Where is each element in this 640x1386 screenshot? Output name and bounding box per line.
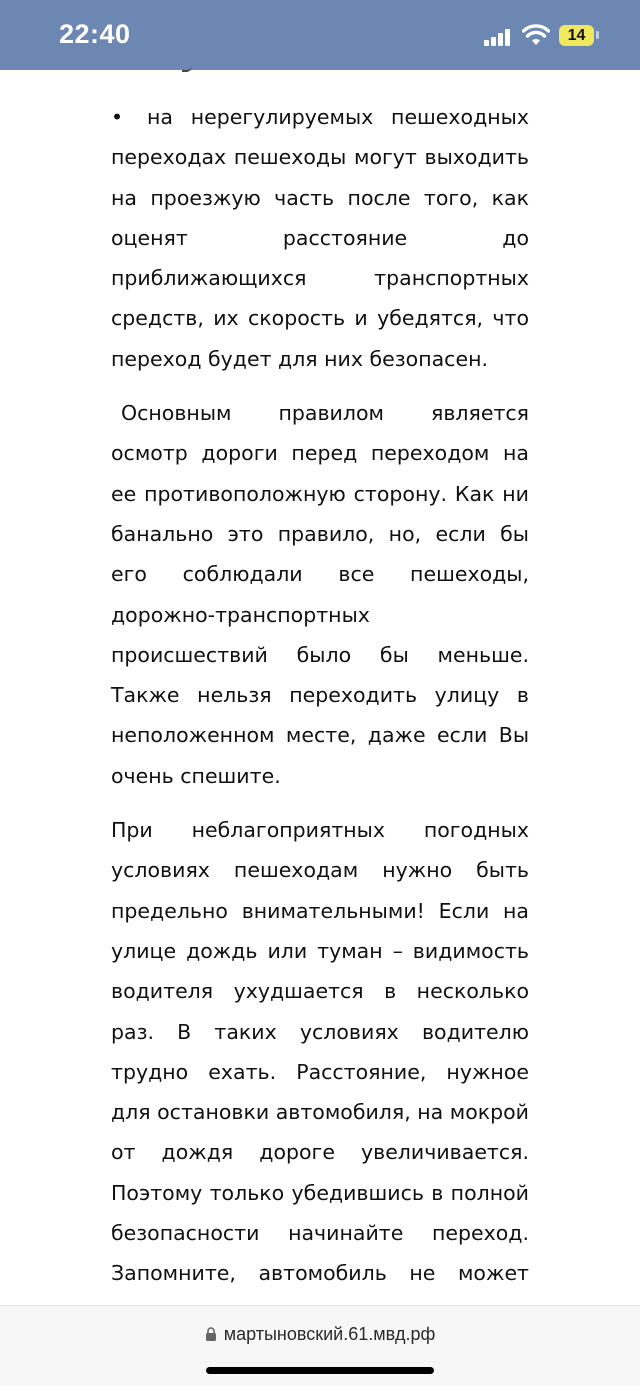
browser-bottom-bar — [0, 1305, 640, 1386]
cut-off-text-fragment — [182, 62, 192, 72]
paragraph-weather: При неблагоприятных погодных условиях пешеходам нужно быть предельно внимательными! Если на улице дождь или туман – видимость водителя ухудшается в несколько раз. В таких условиях водителю трудно ехать. Расстояние, нужное для остановки автомобиля, на мокрой от дождя дороге увеличивается. Поэтому только убедившись в полной безопасности начинайте переход. Запомните, автомобиль не может — [111, 818, 530, 1286]
wifi-icon — [522, 24, 550, 46]
bullet-symbol: • — [111, 105, 124, 129]
bullet-paragraph — [111, 97, 529, 379]
status-bar — [0, 0, 640, 70]
article-body — [111, 97, 529, 1334]
address-bar[interactable] — [0, 1324, 640, 1345]
lock-icon — [205, 1327, 217, 1341]
signal-icon — [484, 29, 510, 46]
bullet-paragraph-text: на нерегулируемых пешеходных переходах пешеходы могут выходить на проезжую часть после того, как оценят расстояние до приближающихся транспортных средств, их скорость и убедятся, что переход будет для них безопасен. — [111, 105, 529, 371]
home-indicator[interactable] — [206, 1367, 434, 1374]
paragraph-main-rule: Основным правилом является осмотр дороги перед переходом на ее противоположную сторону. Как ни банально это правило, но, если бы его соблюдали все пешеходы, дорожно-транспортных происшествий было бы меньше. Также нельзя переходить улицу в неположенном месте, даже если Вы очень спешите. — [111, 401, 529, 788]
page-url: мартыновский.61.мвд.рф — [223, 1324, 436, 1344]
battery-icon: 14 — [559, 25, 594, 46]
battery-tip — [596, 31, 599, 39]
status-time: 22:40 — [59, 19, 131, 49]
